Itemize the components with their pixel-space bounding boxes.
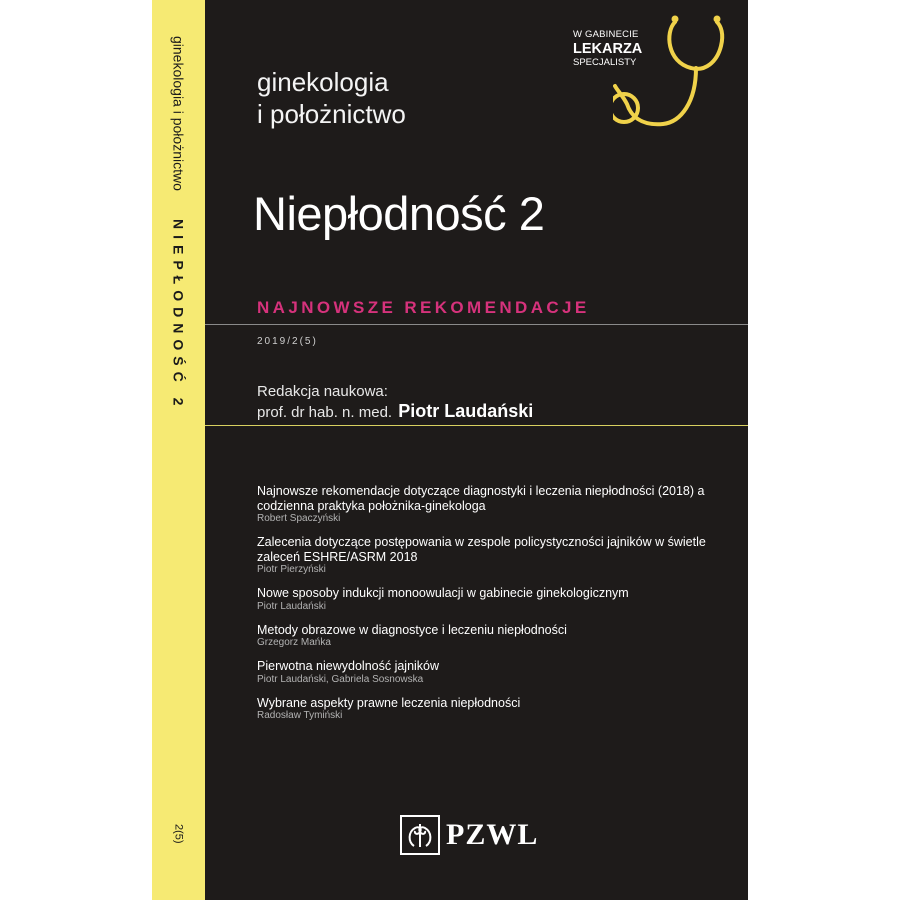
logo-line-3: SPECJALISTY (573, 57, 637, 68)
toc-item (257, 696, 737, 723)
toc-author: Piotr Laudański (257, 600, 326, 612)
logo-line-2: LEKARZA (573, 40, 643, 57)
toc-title: Pierwotna niewydolność jajników (257, 659, 440, 673)
toc-item (257, 586, 737, 613)
publisher-name: PZWL (446, 818, 539, 851)
toc-title: Najnowsze rekomendacje dotyczące diagnostyki i leczenia niepłodności (2018) a codzienna praktyka położnika-ginekologa (257, 484, 705, 513)
toc-title: Nowe sposoby indukcji monoowulacji w gabinecie ginekologicznym (257, 586, 629, 600)
toc-item (257, 659, 737, 686)
spine-issue: 2(5) (172, 824, 185, 844)
book-subtitle: NAJNOWSZE REKOMENDACJE (257, 298, 590, 317)
toc-author: Radosław Tymiński (257, 710, 343, 721)
series-logo (573, 30, 673, 68)
toc-item (257, 484, 737, 525)
divider-gold (205, 425, 748, 426)
divider-top (205, 324, 748, 325)
editor-line (257, 401, 533, 422)
toc-item (257, 535, 737, 576)
issue-number: 2019/2(5) (257, 336, 318, 347)
series-line-1: ginekologia (257, 67, 389, 97)
toc-title: Metody obrazowe w diagnostyce i leczeniu niepłodności (257, 622, 567, 637)
publisher-logo (400, 815, 538, 855)
spine-title: NIEPŁODNOŚĆ 2 (170, 218, 187, 412)
spine-series: ginekologia i położnictwo (170, 36, 187, 191)
table-of-contents (257, 484, 737, 732)
book-title: Niepłodność 2 (253, 187, 545, 240)
series-name (257, 66, 406, 130)
pzwl-logo-icon (400, 815, 440, 855)
editor-name: Piotr Laudański (398, 401, 534, 421)
editor-label: Redakcja naukowa: (257, 383, 388, 400)
toc-item (257, 623, 737, 650)
toc-author: Piotr Pierzyński (257, 564, 326, 575)
toc-author: Robert Spaczyński (257, 513, 341, 524)
spine-issue-wrap (152, 824, 205, 844)
toc-title: Wybrane aspekty prawne leczenia niepłodności (257, 695, 521, 710)
spine-text (152, 36, 205, 456)
logo-line-1: W GABINECIE (573, 29, 639, 40)
toc-title: Zalecenia dotyczące postępowania w zespole policystyczności jajników w świetle zaleceń ESHRE/ASRM 2018 (257, 535, 706, 564)
book-cover (205, 0, 748, 900)
editor-prefix: prof. dr hab. n. med. (257, 404, 393, 421)
toc-author: Piotr Laudański, Gabriela Sosnowska (257, 673, 424, 685)
toc-author: Grzegorz Mańka (257, 637, 331, 648)
series-line-2: i położnictwo (257, 99, 406, 129)
